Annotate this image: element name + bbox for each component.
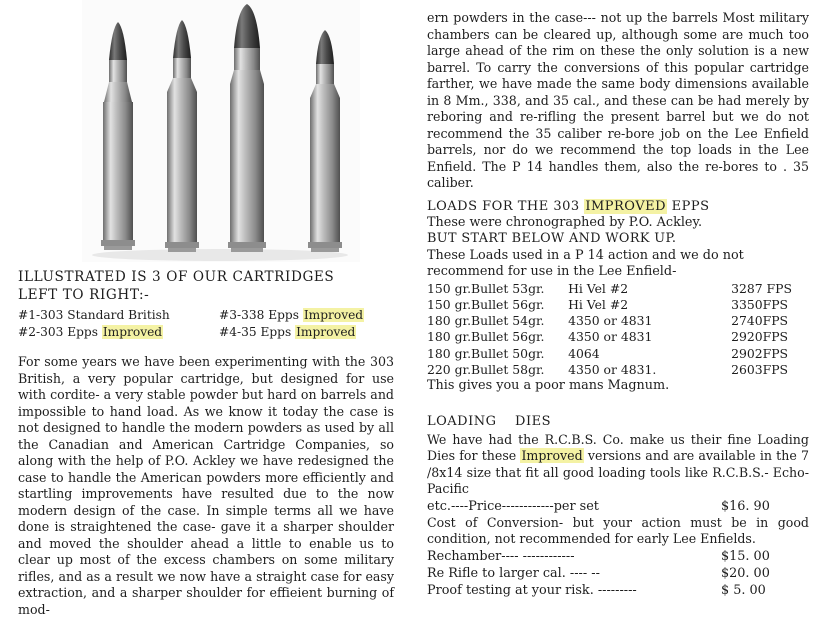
load-velocity: 2740FPS [731, 313, 789, 329]
load-weight: 220 gr. [427, 361, 472, 377]
load-grains: gr. [528, 296, 545, 312]
intro-paragraph: For some years we have been experimenting with the 303 British, a very popular cartridge, but designed for use with cordite- a very stable powder but hard on barrels and impossible to hand load. As we know it today the case is not designed to handle the modern powders as used by all the Canadian and American Cartridge Companies, so along with the help of P.O. Ackley we have redesigned the case to handle the American powders more efficiently and startling improvements have resulted due to the now modern design of the case. In simple terms all we have done is straightened the case- gave it a sharper shoulder and moved the shoulder ahead a little to enable us to clear up most of the excess chambers on some military rifles, and as a result we now have a straight case for easy extraction, and a sharper shoulder for effieient burning of mod- [18, 354, 394, 617]
cartridge-4 [308, 30, 342, 252]
load-weight: 150 gr. [427, 280, 472, 296]
load-powder: 4350 or 4831 [568, 313, 653, 329]
load-powder: 4350 or 4831. [568, 361, 657, 377]
cartridges-illustration [82, 0, 360, 262]
service-label: Rechamber---- ------------ [427, 548, 575, 564]
load-velocity: 2920FPS [731, 329, 789, 345]
service-row [427, 582, 779, 599]
load-row [427, 313, 792, 329]
load-grains: gr. [528, 329, 545, 345]
improved-highlight: Improved [521, 448, 583, 464]
cartridge-2 [165, 20, 199, 252]
load-powder: Hi Vel #2 [568, 296, 629, 312]
loads-line-3: These Loads used in a P 14 action and we do not [427, 247, 744, 263]
load-grains: gr. [528, 313, 545, 329]
load-row [427, 297, 792, 313]
load-powder: Hi Vel #2 [568, 280, 629, 296]
loads-section [427, 198, 809, 395]
service-price: $ 5. 00 [721, 582, 766, 598]
illustration-subtitle: LEFT TO RIGHT:- [18, 287, 150, 303]
cartridge-photo [82, 0, 360, 262]
load-grains: gr. [528, 280, 545, 296]
load-weight: 180 gr. [427, 345, 472, 361]
load-row [427, 329, 792, 345]
load-row [427, 281, 792, 297]
legend-item-1: #1-303 Standard British [18, 308, 170, 322]
service-label: Proof testing at your risk. --------- [427, 582, 637, 598]
service-row [427, 548, 779, 565]
load-velocity: 3287 FPS [731, 280, 792, 296]
dies-paragraph: We have had the R.C.B.S. Co. make us their fine Loading Dies for these Improved versions and are available in the 7 /8x14 size that fit all good loading tools like R.C.B.S.- Echo- Pacific [427, 431, 809, 497]
loads-table [427, 281, 792, 379]
service-price: $20. 00 [721, 565, 770, 581]
load-weight: 180 gr. [427, 329, 472, 345]
dies-price-value: $16. 90 [721, 498, 770, 514]
dies-price-row [427, 498, 779, 515]
legend-item-3: #3-338 Epps Improved [219, 308, 364, 322]
legend-item-2: #2-303 Epps Improved [18, 325, 163, 339]
improved-highlight: Improved [303, 308, 364, 322]
illustration-title: ILLUSTRATED IS 3 OF OUR CARTRIDGES [18, 269, 335, 285]
improved-highlight: Improved [102, 325, 163, 339]
service-label: Re Rifle to larger cal. ---- -- [427, 565, 600, 581]
load-velocity: 2902FPS [731, 345, 789, 361]
improved-highlight: IMPROVED [585, 198, 667, 214]
load-grains: gr. [528, 361, 545, 377]
load-row [427, 346, 792, 362]
left-column [18, 268, 394, 618]
dies-section [427, 413, 809, 599]
load-powder: 4064 [568, 345, 600, 361]
load-weight: 180 gr. [427, 313, 472, 329]
loads-line-4: recommend for use in the Lee Enfield- [427, 264, 677, 279]
service-row [427, 565, 779, 582]
loads-closing: This gives you a poor mans Magnum. [427, 378, 670, 394]
right-column [427, 10, 809, 599]
loads-line-1: These were chronographed by P.O. Ackley. [427, 214, 703, 230]
cartridge-3 [228, 4, 266, 252]
load-grains: gr. [528, 345, 545, 361]
load-row [427, 362, 792, 378]
dies-heading: LOADING DIES [427, 413, 551, 429]
service-price: $15. 00 [721, 548, 770, 564]
loads-line-2: BUT START BELOW AND WORK UP. [427, 231, 677, 246]
load-bullet: Bullet 58 [471, 361, 529, 377]
load-velocity: 3350FPS [731, 296, 789, 312]
load-bullet: Bullet 50 [471, 345, 529, 361]
load-velocity: 2603FPS [731, 361, 789, 377]
continuation-paragraph: ern powders in the case--- not up the barrels Most military chambers can be cleared up, although some are much too large ahead of the rim on these the only solution is a new barrel. To carry the conversions of this popular cartridge farther, we have made the same body dimensions available in 8 Mm., 338, and 35 cal., and these can be had merely by reboring and re-rifling the present barrel but we do not recommend the 35 caliber re-bore job on the Lee Enfield barrels, nor do we recommend the top loads in the Lee Enfield. The P 14 handles them, also the re-bores to . 35 caliber. [427, 10, 809, 190]
services-table [427, 548, 779, 599]
load-weight: 150 gr. [427, 296, 472, 312]
loads-heading: LOADS FOR THE 303 IMPROVED EPPS [427, 198, 710, 214]
legend-item-4: #4-35 Epps Improved [219, 325, 356, 339]
cartridge-1 [101, 22, 135, 250]
cartridge-legend [18, 307, 394, 345]
improved-highlight: Improved [296, 325, 356, 339]
load-bullet: Bullet 54 [471, 313, 529, 329]
load-powder: 4350 or 4831 [568, 329, 653, 345]
conversion-paragraph: Cost of Conversion- but your action must be in good condition, not recommended for early Lee Enfields. [427, 514, 809, 547]
dies-price-label: etc.----Price------------per set [427, 498, 599, 514]
load-bullet: Bullet 56 [471, 296, 529, 312]
load-bullet: Bullet 56 [471, 329, 529, 345]
load-bullet: Bullet 53 [471, 280, 529, 296]
